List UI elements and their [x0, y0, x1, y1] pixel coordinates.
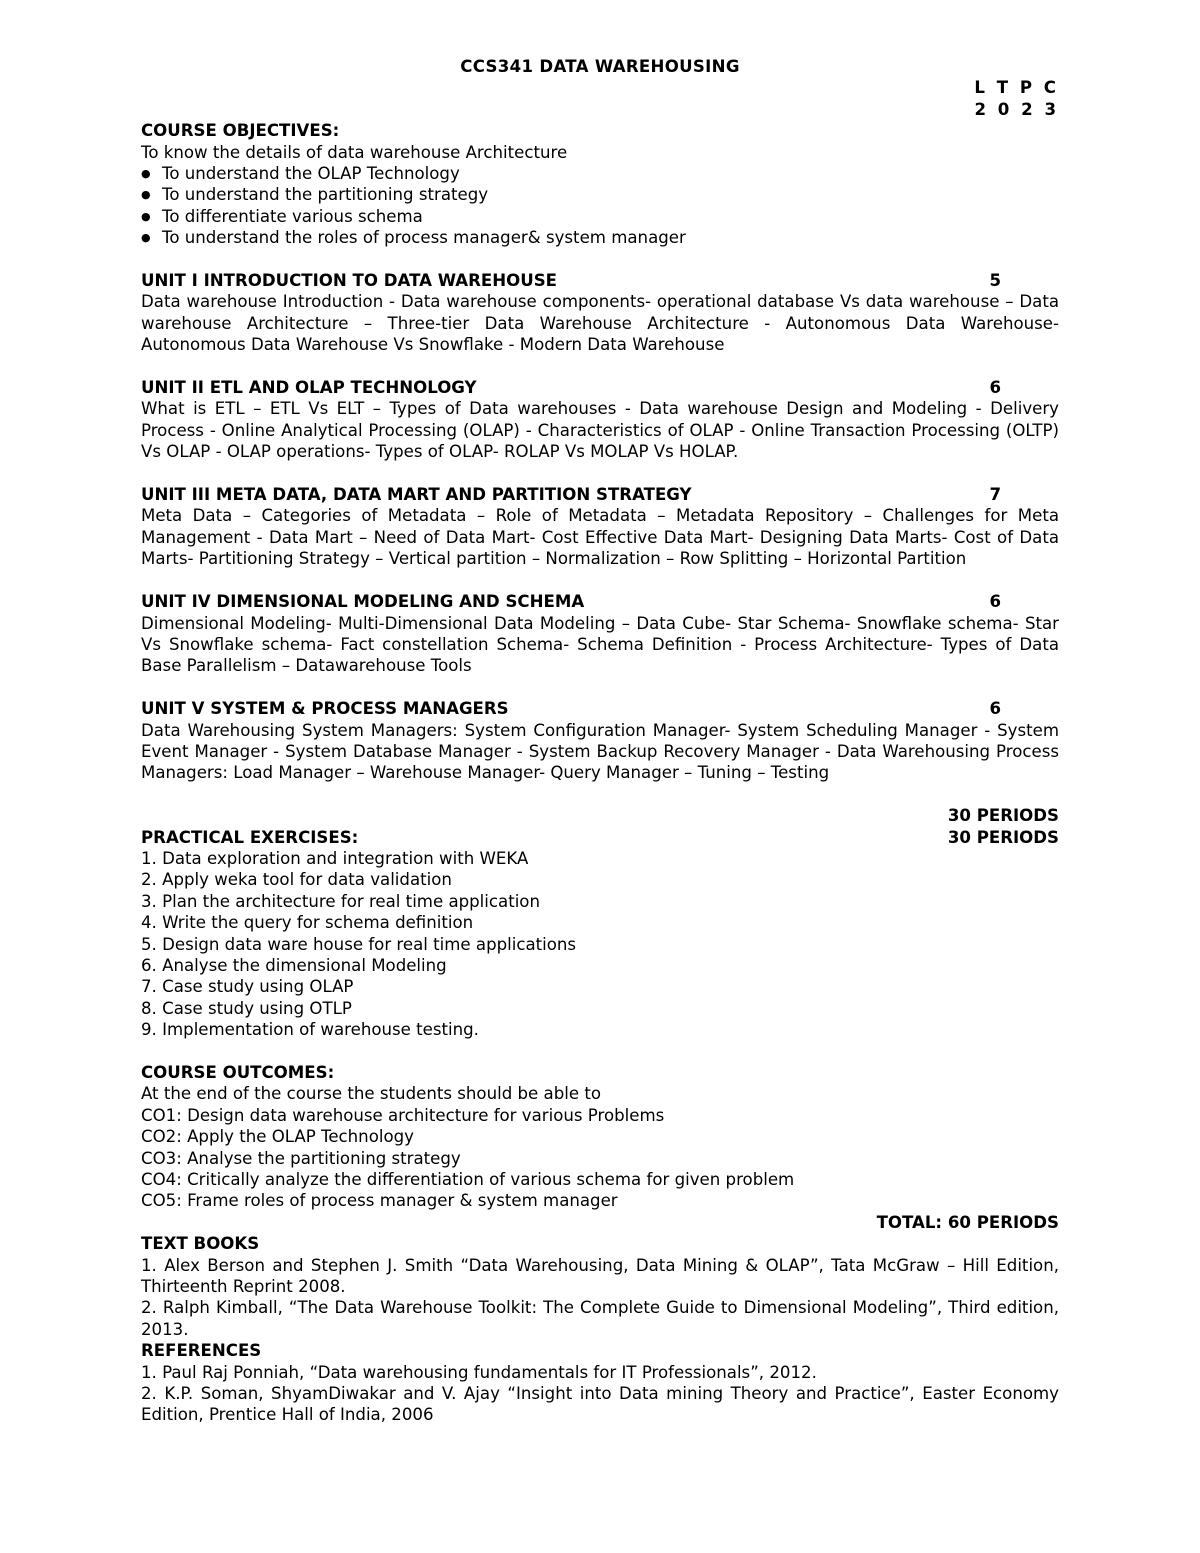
outcomes-intro: At the end of the course the students should be able to	[141, 1084, 601, 1104]
unit-credit: 6	[989, 592, 1001, 612]
unit-body: Dimensional Modeling- Multi-Dimensional Data Modeling – Data Cube- Star Schema- Snowflake schema- Star Vs Snowflake schema- Fact constellation Schema- Schema Definition - Process Architecture- Types of Data Base Parallelism – Datawarehouse Tools	[141, 613, 1059, 676]
textbook-item: 1. Alex Berson and Stephen J. Smith “Data Warehousing, Data Mining & OLAP”, Tata McGraw – Hill Edition, Thirteenth Reprint 2008.	[141, 1255, 1059, 1297]
outcomes-list	[141, 1105, 1059, 1212]
practical-item: 5. Design data ware house for real time applications	[141, 934, 577, 954]
objective-item: ● To understand the roles of process manager& system manager	[141, 227, 1059, 248]
unit-4	[141, 591, 1059, 677]
practical-item: 2. Apply weka tool for data validation	[141, 870, 452, 890]
unit-credit: 6	[989, 378, 1001, 398]
objective-item: ● To understand the OLAP Technology	[141, 163, 1059, 184]
practical-heading: PRACTICAL EXERCISES:	[141, 827, 359, 847]
objective-item: ● To understand the partitioning strategy	[141, 184, 1059, 205]
unit-body: Meta Data – Categories of Metadata – Role of Metadata – Metadata Repository – Challenges for Meta Management - Data Mart – Need of Data Mart- Cost Effective Data Mart- Designing Data Marts- Cost of Data Marts- Partitioning Strategy – Vertical partition – Normalization – Row Splitting – Horizontal Partition	[141, 506, 1059, 569]
unit-heading: UNIT II ETL AND OLAP TECHNOLOGY	[141, 378, 477, 398]
course-title: CCS341 DATA WAREHOUSING	[460, 57, 740, 76]
unit-heading: UNIT I INTRODUCTION TO DATA WAREHOUSE	[141, 271, 557, 291]
textbook-item: 2. Ralph Kimball, “The Data Warehouse Toolkit: The Complete Guide to Dimensional Modeling”, Third edition, 2013.	[141, 1298, 1059, 1339]
outcome-item: CO3: Analyse the partitioning strategy	[141, 1148, 461, 1168]
unit-credit: 6	[989, 699, 1001, 719]
objectives-heading: COURSE OBJECTIVES:	[141, 121, 340, 141]
objectives-intro: To know the details of data warehouse Architecture	[141, 142, 568, 162]
outcome-item: CO1: Design data warehouse architecture for various Problems	[141, 1105, 665, 1125]
unit-body: Data Warehousing System Managers: System Configuration Manager- System Scheduling Manager - System Event Manager - System Database Manager - System Backup Recovery Manager - Data Warehousing Process Managers: Load Manager – Warehouse Manager- Query Manager – Tuning – Testing	[141, 720, 1059, 783]
references-heading: REFERENCES	[141, 1341, 262, 1361]
unit-credit: 7	[989, 485, 1001, 505]
practical-periods: 30 PERIODS	[947, 827, 1059, 847]
practical-item: 3. Plan the architecture for real time application	[141, 891, 540, 911]
outcome-item: CO4: Critically analyze the differentiation of various schema for given problem	[141, 1170, 795, 1190]
textbooks-heading: TEXT BOOKS	[141, 1234, 260, 1254]
practical-item: 9. Implementation of warehouse testing.	[141, 1020, 479, 1040]
practical-item: 7. Case study using OLAP	[141, 977, 354, 997]
unit-credit: 5	[989, 271, 1001, 291]
ltpc-values: 2 0 2 3	[974, 99, 1059, 119]
objective-item: ● To differentiate various schema	[141, 206, 1059, 227]
practical-item: 6. Analyse the dimensional Modeling	[141, 955, 447, 975]
outcomes-heading: COURSE OUTCOMES:	[141, 1062, 335, 1082]
practical-item: 1. Data exploration and integration with WEKA	[141, 848, 529, 868]
unit-5	[141, 698, 1059, 784]
unit-body: What is ETL – ETL Vs ELT – Types of Data warehouses - Data warehouse Design and Modeling - Delivery Process - Online Analytical Processing (OLAP) - Characteristics of OLAP - Online Transaction Processing (OLTP) Vs OLAP - OLAP operations- Types of OLAP- ROLAP Vs MOLAP Vs HOLAP.	[141, 399, 1059, 462]
ltpc-labels: L T P C	[974, 78, 1059, 98]
unit-body: Data warehouse Introduction - Data warehouse components- operational database Vs data warehouse – Data warehouse Architecture – Three-tier Data Warehouse Architecture - Autonomous Data Warehouse- Autonomous Data Warehouse Vs Snowflake - Modern Data Warehouse	[141, 292, 1059, 355]
theory-periods: 30 PERIODS	[947, 806, 1059, 826]
reference-item: 1. Paul Raj Ponniah, “Data warehousing fundamentals for IT Professionals”, 2012.	[141, 1362, 817, 1382]
unit-2	[141, 377, 1059, 463]
practical-list	[141, 848, 1059, 1041]
syllabus-page	[141, 56, 1059, 1426]
unit-heading: UNIT IV DIMENSIONAL MODELING AND SCHEMA	[141, 592, 585, 612]
unit-heading: UNIT III META DATA, DATA MART AND PARTITION STRATEGY	[141, 485, 692, 505]
reference-item: 2. K.P. Soman, ShyamDiwakar and V. Ajay “Insight into Data mining Theory and Practice”, Easter Economy Edition, Prentice Hall of India, 2006	[141, 1384, 1059, 1425]
outcome-item: CO2: Apply the OLAP Technology	[141, 1127, 414, 1147]
unit-1	[141, 270, 1059, 356]
unit-heading: UNIT V SYSTEM & PROCESS MANAGERS	[141, 699, 509, 719]
objectives-list	[141, 163, 1059, 249]
unit-3	[141, 484, 1059, 570]
practical-item: 8. Case study using OTLP	[141, 998, 352, 1018]
practical-item: 4. Write the query for schema definition	[141, 913, 474, 933]
outcome-item: CO5: Frame roles of process manager & system manager	[141, 1191, 618, 1211]
total-periods: TOTAL: 60 PERIODS	[876, 1212, 1059, 1232]
